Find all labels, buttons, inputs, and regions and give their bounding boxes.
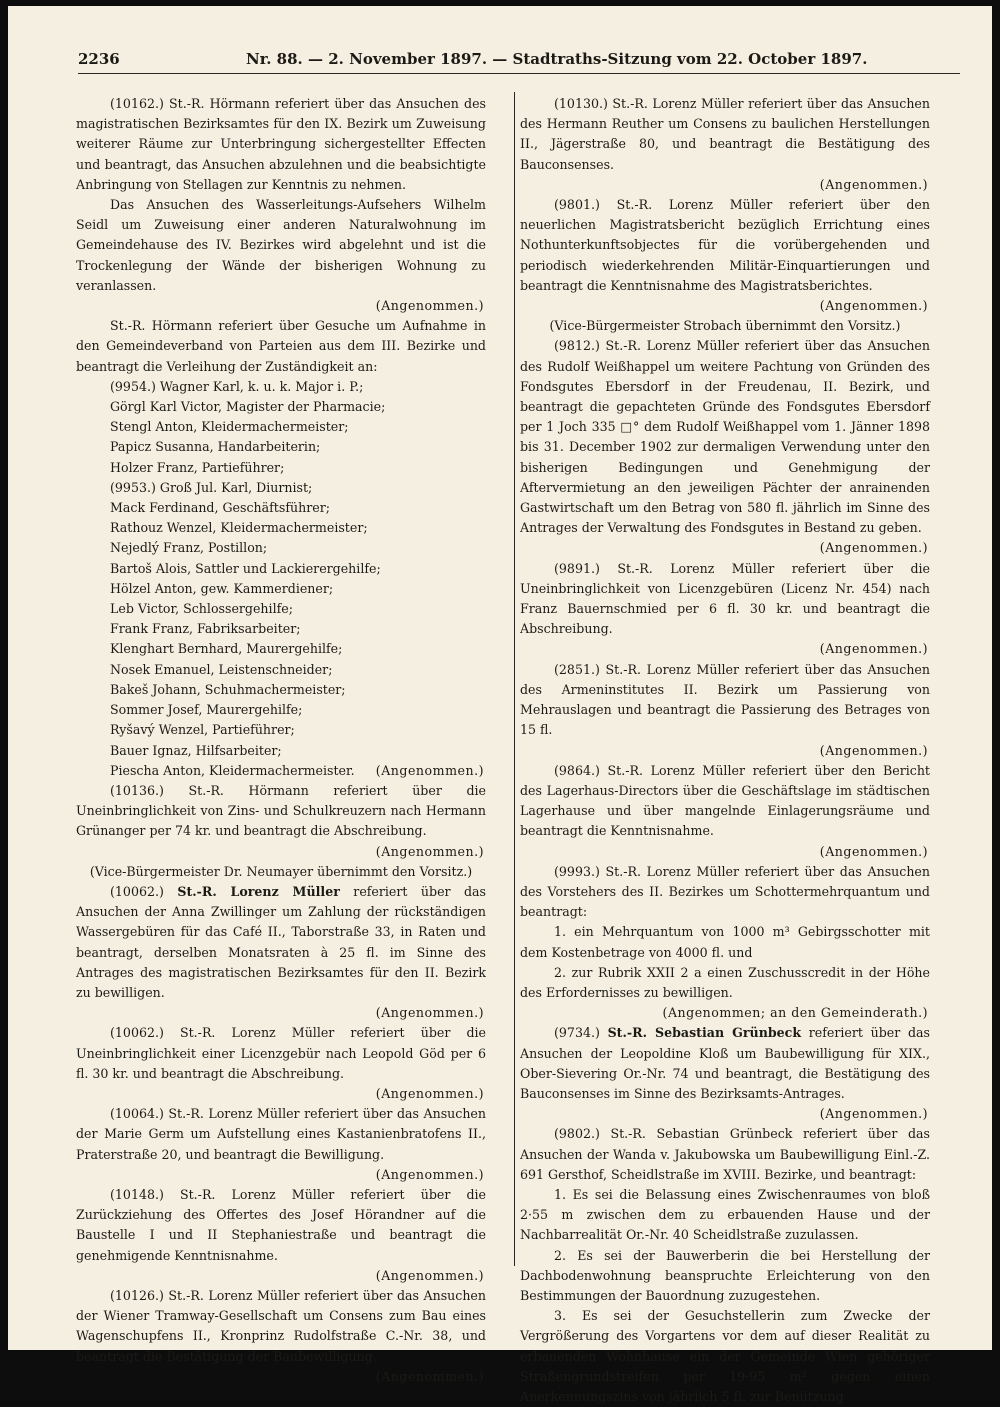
resolution: (Angenommen.) [819,298,928,314]
right-column [520,94,930,1407]
paragraph: (10162.) St.-R. Hörmann referiert über das Ansuchen des magistratischen Bezirksamtes für den IX. Bezirk um Zuweisung weiterer Räume zur Unterbringung sichergestellter Effecten und beantragt, das Ansuchen abzulehnen und die beabsichtigte Anbringung von Stellagen zur Kenntnis zu nehmen. [76,96,486,192]
numbered-item: 3. Es sei der Gesuchstellerin zum Zwecke der Vergrößerung des Vorgartens vor dem auf dieser Realität zu erbauenden Wohnhause ein der Gemeinde Wien gehöriger Straßengrundstreifen per 19·95 m² gegen einen Anerkennungszins von jährlich 5 fl. zur Benützung [520,1308,930,1404]
paragraph-number: (9734.) [554,1025,600,1041]
column-divider [514,92,515,1266]
list-item: Stengl Anton, Kleidermachermeister; [110,419,349,435]
list-item: Klenghart Bernhard, Maurergehilfe; [110,641,343,657]
paragraph-text: (10062.) St.-R. Lorenz Müller referiert über die Uneinbringlichkeit einer Licenzgebür nach Leopold Göd per 6 fl. 30 kr. und beantragt die Abschreibung. [76,1025,486,1081]
paragraph-text: (10064.) St.-R. Lorenz Müller referiert über das Ansuchen der Marie Germ um Aufstellung eines Kastanienbratofens II., Praterstraße 20, und beantragt die Bewilligung. [76,1106,486,1162]
chair-note: (Vice-Bürgermeister Strobach übernimmt den Vorsitz.) [549,318,901,334]
speaker-name: St.-R. Lorenz Müller [177,883,340,899]
resolution: (Angenommen.) [819,540,928,556]
list-item: Ryšavý Wenzel, Partieführer; [110,722,295,738]
paragraph: St.-R. Hörmann referiert über Gesuche um Aufnahme in den Gemeindeverband von Parteien aus dem III. Bezirke und beantragt die Verleihung der Zuständigkeit an: [76,318,486,374]
paragraph-text: (9864.) St.-R. Lorenz Müller referiert über den Bericht des Lagerhaus-Directors über die Geschäftslage im städtischen Lagerhause und über mangelnde Einlagerungsräume und beantragt die Kenntnisnahme. [520,762,930,839]
list-item [76,761,486,781]
list-item: Nosek Emanuel, Leistenschneider; [110,661,333,677]
resolution: (Angenommen.) [375,1085,484,1101]
list-item: Bakeš Johann, Schuhmachermeister; [110,681,346,697]
resolution: (Angenommen.) [819,176,928,192]
paragraph [520,660,930,761]
resolution: (Angenommen.) [375,843,484,859]
paragraph: (9802.) St.-R. Sebastian Grünbeck referiert über das Ansuchen der Wanda v. Jakubowska um Baubewilligung Einl.-Z. 691 Gersthof, Scheidlstraße im XVIII. Bezirke, und beantragt: [520,1126,930,1182]
numbered-item: 1. ein Mehrquantum von 1000 m³ Gebirgsschotter mit dem Kostenbetrage von 4000 fl. und [520,924,930,960]
numbered-item: 2. Es sei der Bauwerberin die bei Herstellung der Dachbodenwohnung beanspruchte Erleichterung von den Bestimmungen der Bauordnung zuzugestehen. [520,1247,930,1303]
header-rule [78,73,960,74]
paragraph [76,1185,486,1286]
paragraph [76,781,486,862]
resolution: (Angenommen.) [819,1106,928,1122]
chair-note: (Vice-Bürgermeister Dr. Neumayer übernimmt den Vorsitz.) [89,863,473,879]
paragraph-text: referiert über das Ansuchen der Anna Zwillinger um Zahlung der rückständigen Wassergebüren für das Café II., Taborstraße 33, in Raten und beantragt, derselben Monatsraten à 25 fl. im Sinne des Antrages des magistratischen Bezirksamtes für den II. Bezirk zu bewilligen. [76,883,486,1000]
resolution: (Angenommen.) [375,1267,484,1283]
list-item: Nejedlý Franz, Postillon; [110,540,268,556]
list-item: Mack Ferdinand, Geschäftsführer; [110,500,330,516]
paragraph-number: (10062.) [110,883,164,899]
paragraph-text: (10136.) St.-R. Hörmann referiert über die Uneinbringlichkeit von Zins- und Schulkreuzern nach Hermann Grünanger per 74 kr. und beantragt die Abschreibung. [76,782,486,839]
page-number: 2236 [78,50,120,68]
paragraph [76,1023,486,1104]
list-item: (9954.) Wagner Karl, k. u. k. Major i. P.; [110,378,364,394]
paragraph [520,336,930,558]
list-item: Bartoš Alois, Sattler und Lackierergehilfe; [110,560,381,576]
header-title: Nr. 88. — 2. November 1897. — Stadtraths-Sitzung vom 22. October 1897. [246,50,868,68]
paragraph [520,195,930,316]
list-item: (9953.) Groß Jul. Karl, Diurnist; [110,479,313,495]
resolution: (Angenommen.) [375,1166,484,1182]
resolution: (Angenommen; an den Gemeinderath.) [662,1005,928,1021]
paragraph [520,1023,930,1124]
resolution: (Angenommen.) [375,762,484,778]
paragraph-text: (10130.) St.-R. Lorenz Müller referiert über das Ansuchen des Hermann Reuther um Consens zu baulichen Herstellungen II., Jägerstraße 80, und beantragt die Bestätigung des Bauconsenses. [520,96,930,172]
list-item: Papicz Susanna, Handarbeiterin; [110,439,321,455]
resolution: (Angenommen.) [375,1005,484,1021]
paragraph-text: referiert über das Ansuchen der Leopoldine Kloß um Baubewilligung für XIX., Ober-Sievering Or.-Nr. 74 und beantragt, die Bestätigung des Bauconsenses im Sinne des Bezirksamts-Antrages. [520,1025,930,1101]
paragraph [76,1104,486,1185]
paragraph-text: Das Ansuchen des Wasserleitungs-Aufsehers Wilhelm Seidl um Zuweisung einer anderen Naturalwohnung im Gemeindehause des IV. Bezirkes wird abgelehnt und ist die Trockenlegung der Wände der bisherigen Wohnung zu veranlassen. [76,197,486,293]
paragraph [76,1286,486,1387]
paragraph: (9993.) St.-R. Lorenz Müller referiert über das Ansuchen des Vorstehers des II. Bezirkes um Schottermehrquantum und beantragt: [520,863,930,920]
paragraph-text: (9801.) St.-R. Lorenz Müller referiert über den neuerlichen Magistratsbericht bezüglich Errichtung eines Nothunterkunftsobjectes für die vorübergehenden und periodisch wiederkehrenden Militär-Einquartierungen und beantragt die Kenntnisnahme des Magistratsberichtes. [520,197,930,293]
paragraph-text: (9812.) St.-R. Lorenz Müller referiert über das Ansuchen des Rudolf Weißhappel um weitere Pachtung von Gründen des Fondsgutes Ebersdorf in der Freudenau, II. Bezirk, und beantragt die gepachteten Gründe des Fondsgutes Ebersdorf per 1 Joch 335 □° dem Rudolf Weißhappel vom 1. Jänner 1898 bis 31. December 1902 zur dermaligen Verwendung unter den bisherigen Bedingungen und Genehmigung der Aftervermietung an den jeweiligen Pächter der anrainenden Gastwirtschaft um den Betrag von 580 fl. jährlich im Sinne des Antrages der Verwaltung des Fondsgutes in Bestand zu geben. [520,338,930,536]
paragraph [520,94,930,195]
list-item: Görgl Karl Victor, Magister der Pharmacie; [110,399,386,415]
resolution-line [520,1003,930,1023]
paragraph-text: (9891.) St.-R. Lorenz Müller referiert über die Uneinbringlichkeit von Licenzgebüren (Licenz Nr. 454) nach Franz Bauernschmied per 6 fl. 30 kr. und beantragt die Abschreibung. [520,560,930,637]
list-item: Rathouz Wenzel, Kleidermachermeister; [110,520,368,536]
resolution: (Angenommen.) [819,641,928,657]
page-header [78,46,960,72]
paragraph [520,559,930,660]
resolution: (Angenommen.) [819,843,928,859]
paragraph-text: (10148.) St.-R. Lorenz Müller referiert über die Zurückziehung des Offertes des Josef Hörandner auf die Baustelle I und II Stephaniestraße und beantragt die genehmigende Kenntnisnahme. [76,1186,486,1263]
list-item: Leb Victor, Schlossergehilfe; [110,601,293,617]
paragraph [76,195,486,316]
speaker-name: St.-R. Sebastian Grünbeck [607,1025,802,1041]
resolution: (Angenommen.) [375,298,484,314]
paragraph [520,761,930,862]
paragraph-text: (2851.) St.-R. Lorenz Müller referiert über das Ansuchen des Armeninstitutes II. Bezirk um Passierung von Mehrauslagen und beantragt die Passierung des Betrages von 15 fl. [520,661,930,738]
list-item: Holzer Franz, Partieführer; [110,459,285,475]
list-item-text: Piescha Anton, Kleidermachermeister. [110,762,355,778]
paragraph-text: (10126.) St.-R. Lorenz Müller referiert über das Ansuchen der Wiener Tramway-Gesellschaft um Consens zum Bau eines Wagenschupfens II., Kronprinz Rudolfstraße C.-Nr. 38, und beantragt die Bestätigung der Baubewilligung. [76,1287,486,1364]
list-item: Hölzel Anton, gew. Kammerdiener; [110,580,334,596]
list-item: Frank Franz, Fabriksarbeiter; [110,621,301,637]
list-item: Sommer Josef, Maurergehilfe; [110,702,303,718]
list-item: Bauer Ignaz, Hilfsarbeiter; [110,742,282,758]
paragraph [76,882,486,1023]
resolution: (Angenommen.) [375,1368,484,1384]
left-column [76,94,486,1387]
numbered-item: 1. Es sei die Belassung eines Zwischenraumes von bloß 2·55 m zwischen dem zu erbauenden Hause und der Nachbarrealität Or.-Nr. 40 Scheidlstraße zuzulassen. [520,1186,930,1243]
numbered-item: 2. zur Rubrik XXII 2 a einen Zuschusscredit in der Höhe des Erfordernisses zu bewilligen. [520,964,930,1000]
resolution: (Angenommen.) [819,742,928,758]
